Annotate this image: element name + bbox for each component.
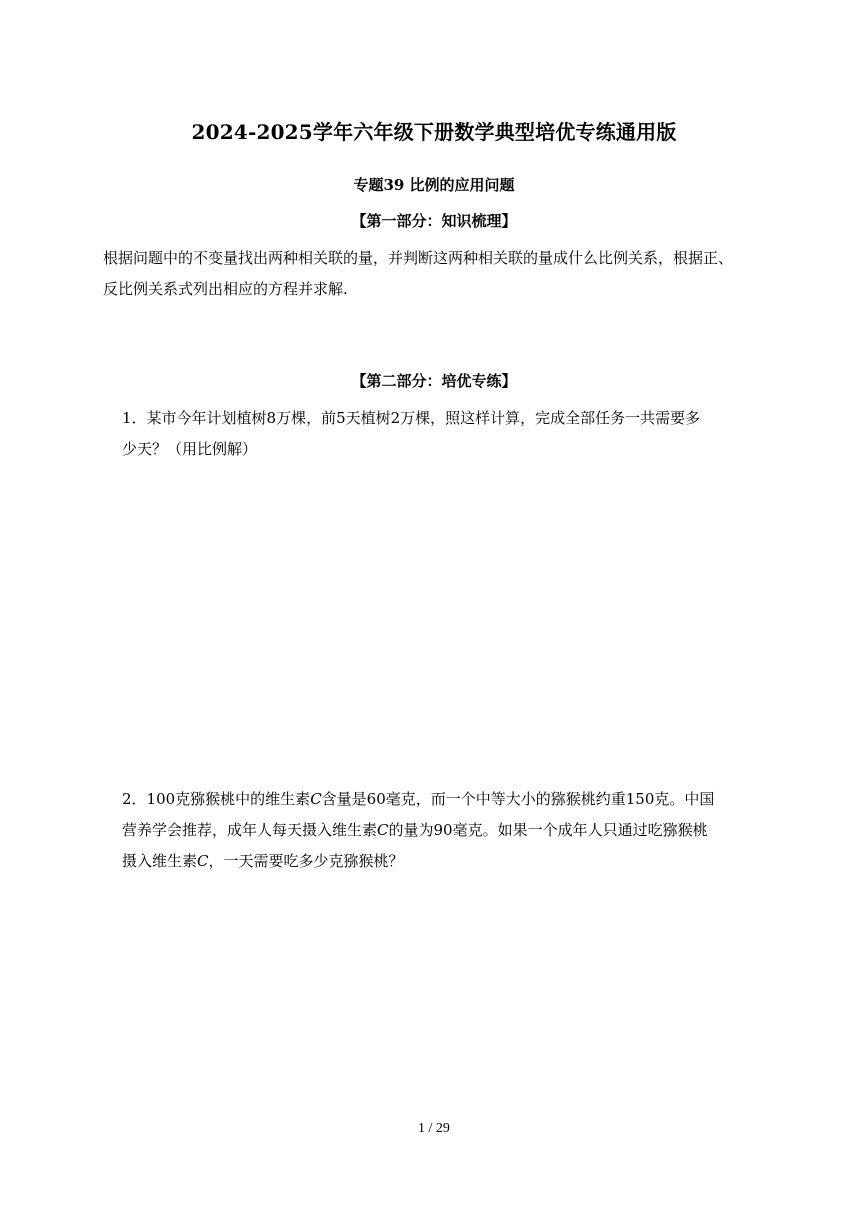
question-2-line-3: 摄入维生素C，一天需要吃多少克猕猴桃？ <box>122 852 404 870</box>
question-1-line-1: 1．某市今年计划植树8万棵，前5天植树2万棵，照这样计算，完成全部任务一共需要多 <box>122 409 701 427</box>
variable-c: C <box>310 790 322 808</box>
question-1 <box>122 403 700 465</box>
question-2 <box>122 784 714 877</box>
variable-c: C <box>197 852 209 870</box>
question-2-line-2: 营养学会推荐，成年人每天摄入维生素C的量为90毫克。如果一个成年人只通过吃猕猴桃 <box>122 821 708 839</box>
knowledge-line-2: 反比例关系式列出相应的方程并求解. <box>103 280 348 298</box>
knowledge-paragraph <box>103 243 733 305</box>
section-knowledge-heading: 【第一部分：知识梳理】 <box>351 212 517 230</box>
variable-c: C <box>377 821 389 839</box>
page-number: 1 / 29 <box>418 1121 450 1136</box>
topic-subtitle: 专题39 比例的应用问题 <box>353 176 515 194</box>
document-title: 2024-2025学年六年级下册数学典型培优专练通用版 <box>191 120 677 144</box>
section-practice-heading: 【第二部分：培优专练】 <box>351 372 517 390</box>
question-2-line-1: 2．100克猕猴桃中的维生素C含量是60毫克，而一个中等大小的猕猴桃约重150克。中国 <box>122 790 715 808</box>
knowledge-line-1: 根据问题中的不变量找出两种相关联的量，并判断这两种相关联的量成什么比例关系，根据正、 <box>103 249 734 267</box>
question-1-line-2: 少天？（用比例解） <box>122 440 258 458</box>
